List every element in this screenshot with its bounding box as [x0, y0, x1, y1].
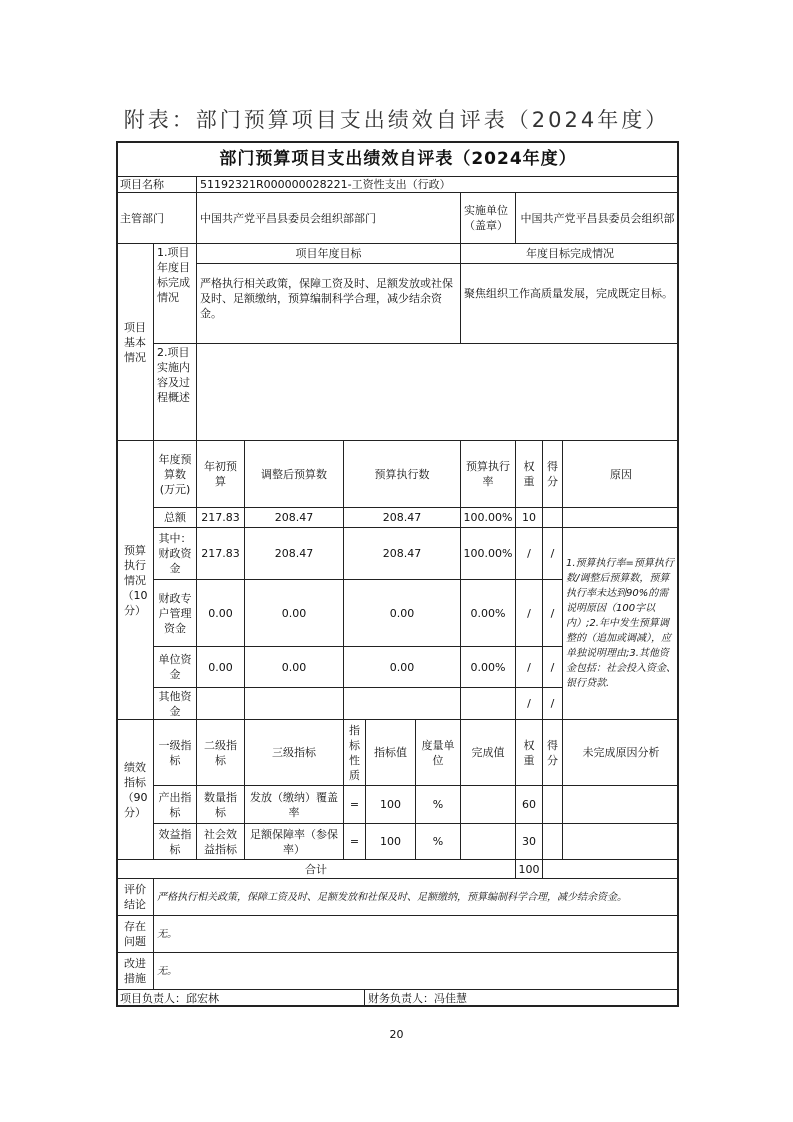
goal-section-label: 1.项目年度目标完成情况 — [153, 243, 196, 343]
budget-row-adjusted: 0.00 — [244, 646, 343, 687]
annual-goal-text: 严格执行相关政策，保障工资及时、足额发放或社保及时、足额缴纳，预算编制科学合理，减少结余资金。 — [196, 263, 460, 343]
budget-row-label: 单位资金 — [153, 646, 196, 687]
budget-row-initial — [196, 687, 244, 719]
page-title: 附表：部门预算项目支出绩效自评表（2024年度） — [123, 108, 670, 132]
implementing-unit-value: 中国共产党平昌县委员会组织部 — [515, 192, 679, 243]
perf-row-analysis — [562, 785, 679, 823]
budget-row-score: / — [542, 687, 562, 719]
perf-row-unit: % — [415, 785, 460, 823]
perf-level2-header: 二级指标 — [196, 719, 244, 785]
perf-row-weight: 60 — [515, 785, 542, 823]
budget-row-label: 总额 — [153, 507, 196, 527]
perf-level1-header: 一级指标 — [153, 719, 196, 785]
perf-row-score — [542, 823, 562, 859]
perf-level3-header: 三级指标 — [244, 719, 343, 785]
budget-row-rate: 100.00% — [460, 527, 515, 579]
budget-row-adjusted: 208.47 — [244, 507, 343, 527]
perf-row-nature: = — [343, 823, 365, 859]
implementing-unit-label: 实施单位（盖章） — [460, 192, 515, 243]
budget-row-rate: 100.00% — [460, 507, 515, 527]
budget-row-initial: 0.00 — [196, 579, 244, 646]
budget-adjusted-header: 调整后预算数 — [244, 440, 343, 507]
budget-row-executed: 0.00 — [343, 646, 460, 687]
perf-row-nature: = — [343, 785, 365, 823]
budget-row-score: / — [542, 527, 562, 579]
budget-row-adjusted — [244, 687, 343, 719]
goal-completion-text: 聚焦组织工作高质量发展，完成既定目标。 — [460, 263, 679, 343]
budget-initial-header: 年初预算 — [196, 440, 244, 507]
perf-row-analysis — [562, 823, 679, 859]
budget-row-rate — [460, 687, 515, 719]
perf-row-actual — [460, 823, 515, 859]
budget-row-weight: 10 — [515, 507, 542, 527]
perf-weight-header: 权重 — [515, 719, 542, 785]
budget-executed-header: 预算执行数 — [343, 440, 460, 507]
perf-nature-header: 指标性质 — [343, 719, 365, 785]
perf-row-score — [542, 785, 562, 823]
budget-row-rate: 0.00% — [460, 646, 515, 687]
perf-actual-header: 完成值 — [460, 719, 515, 785]
project-lead-label: 项目负责人： — [120, 992, 186, 1005]
perf-row-level1: 产出指标 — [153, 785, 196, 823]
perf-row-level3: 足额保障率（参保率） — [244, 823, 343, 859]
project-lead — [116, 989, 364, 1007]
budget-reason-blank — [562, 507, 679, 527]
department-label: 主管部门 — [116, 192, 196, 243]
budget-row-adjusted: 0.00 — [244, 579, 343, 646]
budget-weight-header: 权重 — [515, 440, 542, 507]
problems-label: 存在问题 — [116, 915, 153, 952]
total-weight: 100 — [515, 859, 542, 878]
perf-value-header: 指标值 — [365, 719, 415, 785]
budget-funds-header: 年度预算数(万元) — [153, 440, 196, 507]
budget-row-label: 财政专户管理资金 — [153, 579, 196, 646]
evaluation-text: 严格执行相关政策，保障工资及时、足额发放和社保及时、足额缴纳，预算编制科学合理，减少结余资金。 — [153, 878, 679, 915]
perf-row-level3: 发放（缴纳）覆盖率 — [244, 785, 343, 823]
budget-row-score: / — [542, 646, 562, 687]
finance-lead-label: 财务负责人： — [368, 992, 434, 1005]
budget-row-weight: / — [515, 687, 542, 719]
budget-row-executed: 208.47 — [343, 507, 460, 527]
annual-goal-header: 项目年度目标 — [196, 243, 460, 263]
budget-row-score — [542, 507, 562, 527]
improvements-text: 无。 — [153, 952, 679, 989]
budget-row-rate: 0.00% — [460, 579, 515, 646]
implementation-section-label: 2.项目实施内容及过程概述 — [153, 343, 196, 440]
department-value: 中国共产党平昌县委员会组织部部门 — [196, 192, 460, 243]
page-number: 20 — [389, 1028, 404, 1041]
budget-reason-header: 原因 — [562, 440, 679, 507]
perf-row-value: 100 — [365, 823, 415, 859]
perf-section-label: 绩效指标（90分） — [116, 719, 153, 859]
project-name-value: 51192321R000000028221-工资性支出（行政） — [196, 176, 679, 192]
problems-text: 无。 — [153, 915, 679, 952]
budget-rate-header: 预算执行率 — [460, 440, 515, 507]
perf-row-level2: 社会效益指标 — [196, 823, 244, 859]
basic-info-label: 项目基本情况 — [116, 243, 153, 440]
project-lead-name: 邱宏林 — [186, 992, 219, 1005]
budget-row-initial: 0.00 — [196, 646, 244, 687]
perf-row-weight: 30 — [515, 823, 542, 859]
goal-completion-header: 年度目标完成情况 — [460, 243, 679, 263]
budget-row-adjusted: 208.47 — [244, 527, 343, 579]
budget-row-initial: 217.83 — [196, 507, 244, 527]
budget-row-weight: / — [515, 527, 542, 579]
total-blank — [542, 859, 679, 878]
budget-row-executed — [343, 687, 460, 719]
budget-row-weight: / — [515, 579, 542, 646]
perf-row-actual — [460, 785, 515, 823]
perf-row-level2: 数量指标 — [196, 785, 244, 823]
total-label: 合计 — [116, 859, 515, 878]
perf-unit-header: 度量单位 — [415, 719, 460, 785]
evaluation-label: 评价结论 — [116, 878, 153, 915]
implementation-text — [196, 343, 679, 440]
budget-row-executed: 0.00 — [343, 579, 460, 646]
budget-row-executed: 208.47 — [343, 527, 460, 579]
perf-analysis-header: 未完成原因分析 — [562, 719, 679, 785]
table-banner: 部门预算项目支出绩效自评表（2024年度） — [116, 141, 679, 176]
project-name-label: 项目名称 — [116, 176, 196, 192]
budget-reason-note: 1.预算执行率=预算执行数/调整后预算数，预算执行率未达到90%的需说明原因（100字以内）;2.年中发生预算调整的（追加或调减），应单独说明理由;3.其他资金包括：社会投入资金、银行贷款. — [562, 527, 679, 719]
budget-score-header: 得分 — [542, 440, 562, 507]
budget-row-weight: / — [515, 646, 542, 687]
budget-row-score: / — [542, 579, 562, 646]
perf-row-unit: % — [415, 823, 460, 859]
finance-lead — [364, 989, 679, 1007]
perf-row-value: 100 — [365, 785, 415, 823]
perf-row-level1: 效益指标 — [153, 823, 196, 859]
finance-lead-name: 冯佳慧 — [434, 992, 467, 1005]
improvements-label: 改进措施 — [116, 952, 153, 989]
budget-section-label: 预算执行情况（10分） — [116, 440, 153, 719]
evaluation-table — [116, 141, 679, 1007]
budget-row-label: 其他资金 — [153, 687, 196, 719]
budget-row-label: 其中：财政资金 — [153, 527, 196, 579]
budget-row-initial: 217.83 — [196, 527, 244, 579]
perf-score-header: 得分 — [542, 719, 562, 785]
